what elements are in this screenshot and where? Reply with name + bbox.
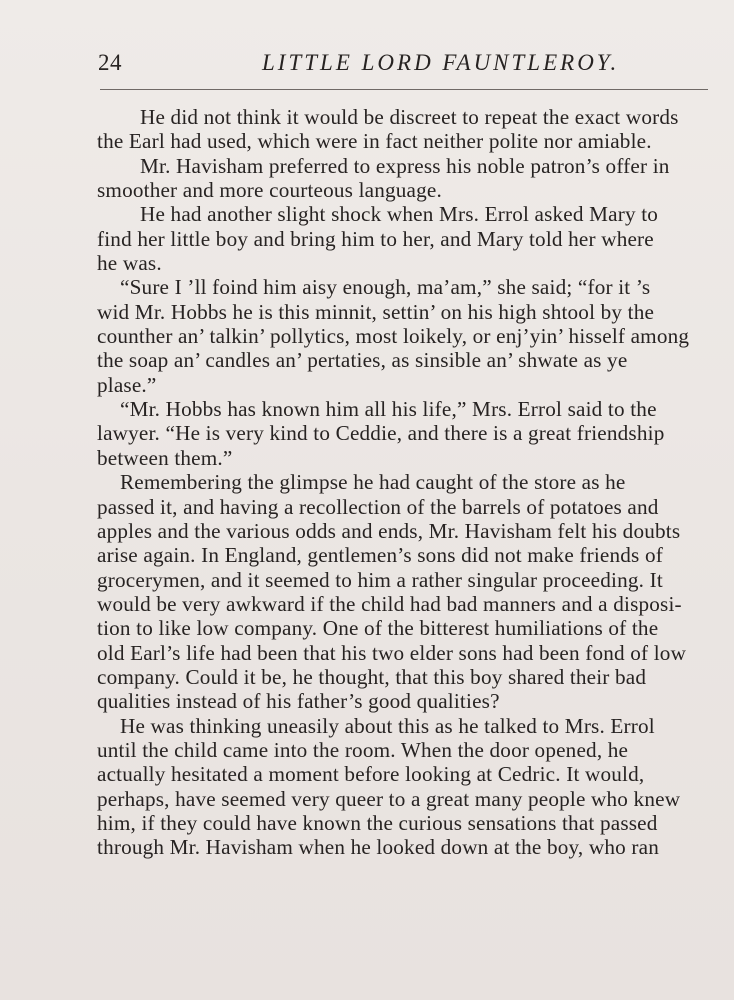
text-line: He did not think it would be discreet to repeat the exact words — [140, 105, 679, 129]
text-line: lawyer. “He is very kind to Ceddie, and there is a great friendship — [97, 421, 665, 446]
text-line: He had another slight shock when Mrs. Errol asked Mary to — [140, 202, 659, 227]
text-line: Mr. Havisham preferred to express his noble patron’s offer in — [140, 153, 670, 178]
text-line: passed it, and having a recollection of the barrels of potatoes and — [97, 494, 659, 519]
text-line: counther an’ talkin’ pollytics, most loikely, or enj’yin’ hisself among — [97, 324, 690, 349]
text-line: between them.” — [97, 445, 233, 470]
text-line: smoother and more courteous language. — [97, 178, 442, 203]
text-line: him, if they could have known the curious sensations that passed — [97, 810, 658, 835]
body-text — [97, 105, 707, 860]
text-line: “Mr. Hobbs has known him all his life,” Mrs. Errol said to the — [120, 397, 657, 422]
text-line: wid Mr. Hobbs he is this minnit, settin’ on his high shtool by the — [97, 299, 655, 324]
page-number: 24 — [98, 50, 122, 75]
text-line: company. Could it be, he thought, that this boy shared their bad — [97, 664, 647, 689]
running-title: LITTLE LORD FAUNTLEROY. — [262, 50, 620, 75]
text-line: arise again. In England, gentlemen’s sons did not make friends of — [97, 543, 663, 568]
text-line: the Earl had used, which were in fact neither polite nor amiable. — [97, 129, 652, 154]
text-line: through Mr. Havisham when he looked down at the boy, who ran — [97, 835, 659, 860]
text-line: old Earl’s life had been that his two elder sons had been fond of low — [97, 640, 687, 665]
text-line: would be very awkward if the child had bad manners and a disposi- — [97, 591, 682, 616]
text-line: apples and the various odds and ends, Mr. Havisham felt his doubts — [97, 518, 681, 543]
text-line: perhaps, have seemed very queer to a great many people who knew — [97, 786, 681, 811]
text-line: Remembering the glimpse he had caught of the store as he — [120, 470, 626, 495]
text-line: plase.” — [97, 372, 157, 397]
text-line: He was thinking uneasily about this as he talked to Mrs. Errol — [120, 713, 655, 738]
text-line: tion to like low company. One of the bitterest humiliations of the — [97, 616, 659, 641]
running-head — [98, 50, 710, 84]
text-line: qualities instead of his father’s good qualities? — [97, 689, 500, 714]
text-line: “Sure I ’ll foind him aisy enough, ma’am,” she said; “for it ’s — [120, 275, 651, 300]
text-line: find her little boy and bring him to her, and Mary told her where — [97, 226, 654, 251]
text-line: the soap an’ candles an’ pertaties, as sinsible an’ shwate as ye — [97, 348, 628, 373]
header-rule — [100, 89, 708, 90]
text-line: actually hesitated a moment before looking at Cedric. It would, — [97, 762, 645, 787]
text-line: grocerymen, and it seemed to him a rather singular proceeding. It — [97, 567, 663, 592]
text-line: he was. — [97, 251, 162, 276]
text-line: until the child came into the room. When the door opened, he — [97, 737, 629, 762]
